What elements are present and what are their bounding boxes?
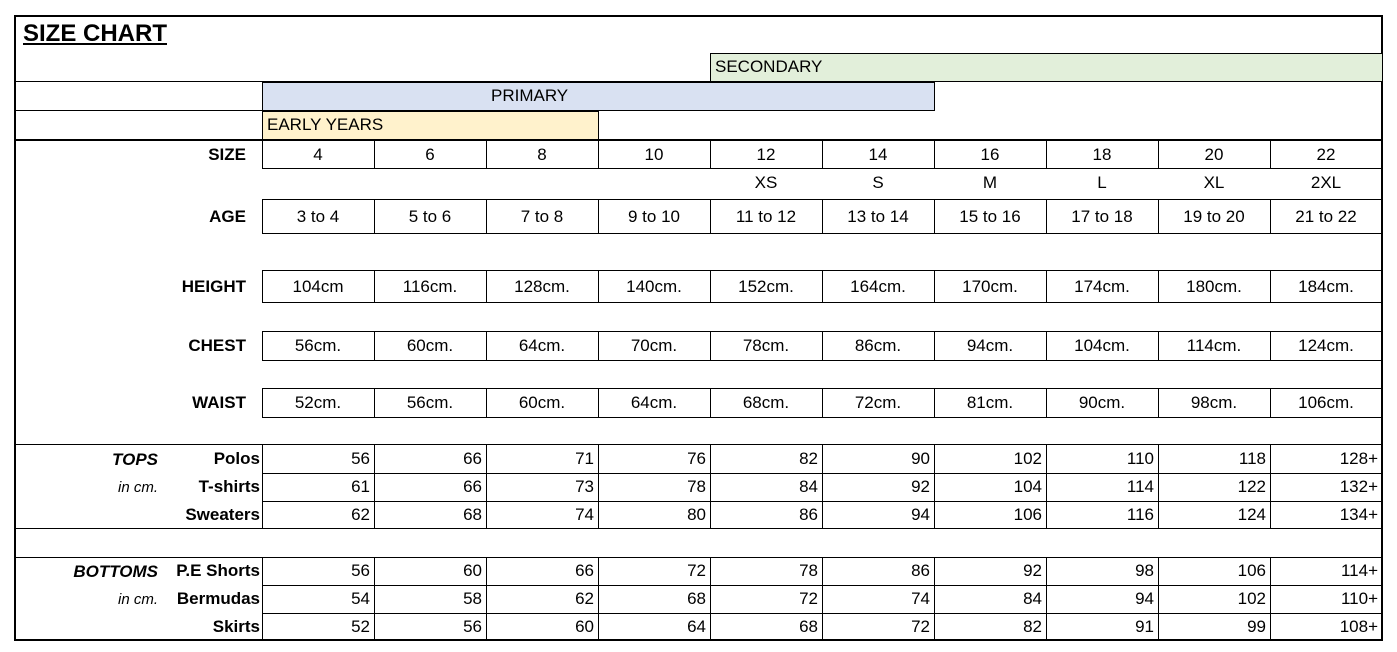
size-value: 4 bbox=[313, 145, 323, 164]
waist-value: 52cm. bbox=[294, 393, 342, 412]
tops-value: 124 bbox=[1237, 505, 1266, 524]
size-value: 6 bbox=[425, 145, 435, 164]
column-divider bbox=[1270, 445, 1271, 529]
bottoms-unit-label: in cm. bbox=[117, 591, 158, 608]
tops-value: 106 bbox=[1013, 505, 1042, 524]
column-divider bbox=[262, 445, 263, 529]
column-divider bbox=[1158, 445, 1159, 529]
divider bbox=[14, 528, 1383, 529]
column-divider bbox=[374, 557, 375, 641]
tops-value: 82 bbox=[799, 449, 818, 468]
bottoms-value: 99 bbox=[1247, 617, 1266, 636]
tops-value: 73 bbox=[575, 477, 594, 496]
column-divider bbox=[598, 445, 599, 529]
size-value: 12 bbox=[756, 145, 776, 164]
size-label: SIZE bbox=[208, 145, 246, 164]
bottoms-value: 82 bbox=[1023, 617, 1042, 636]
tops-row-label: Polos bbox=[213, 449, 260, 468]
tops-value: 62 bbox=[351, 505, 370, 524]
bottoms-value: 92 bbox=[1023, 561, 1042, 580]
bottoms-value: 72 bbox=[687, 561, 706, 580]
band-primary-label: PRIMARY bbox=[491, 86, 569, 105]
bottoms-value: 110+ bbox=[1340, 589, 1378, 608]
waist-value: 56cm. bbox=[406, 393, 454, 412]
column-divider bbox=[934, 557, 935, 641]
page-title: SIZE CHART bbox=[23, 20, 167, 47]
size-value: 22 bbox=[1316, 145, 1336, 164]
bottoms-group-label: BOTTOMS bbox=[73, 562, 158, 581]
bottoms-row-label: Skirts bbox=[212, 617, 260, 636]
column-divider bbox=[1158, 557, 1159, 641]
chest-value: 64cm. bbox=[518, 336, 566, 355]
age-value: 9 to 10 bbox=[628, 206, 680, 226]
age-value: 17 to 18 bbox=[1071, 206, 1133, 226]
size-value: 20 bbox=[1204, 145, 1224, 164]
chest-value: 124cm. bbox=[1298, 336, 1354, 355]
waist-value: 81cm. bbox=[966, 393, 1014, 412]
tops-row-label: Sweaters bbox=[185, 505, 260, 524]
chest-value: 60cm. bbox=[406, 336, 454, 355]
bottoms-value: 66 bbox=[575, 561, 594, 580]
column-divider bbox=[486, 445, 487, 529]
bottoms-value: 68 bbox=[687, 589, 706, 608]
age-value: 3 to 4 bbox=[296, 206, 340, 226]
tops-value: 122 bbox=[1237, 477, 1266, 496]
size-letter: M bbox=[982, 173, 998, 192]
column-divider bbox=[710, 445, 711, 529]
age-value: 19 to 20 bbox=[1183, 206, 1245, 226]
height-value: 152cm. bbox=[738, 276, 794, 296]
chest-value: 114cm. bbox=[1186, 336, 1242, 355]
band-early-years-label: EARLY YEARS bbox=[267, 115, 384, 134]
chest-value: 70cm. bbox=[630, 336, 678, 355]
chest-value: 94cm. bbox=[966, 336, 1014, 355]
bottoms-value: 58 bbox=[463, 589, 482, 608]
bottoms-value: 98 bbox=[1135, 561, 1154, 580]
height-value: 116cm. bbox=[402, 276, 458, 296]
tops-value: 61 bbox=[351, 477, 370, 496]
size-letter: S bbox=[872, 173, 884, 192]
age-value: 5 to 6 bbox=[408, 206, 452, 226]
waist-value: 90cm. bbox=[1078, 393, 1126, 412]
tops-value: 102 bbox=[1013, 449, 1042, 468]
size-letter: XS bbox=[754, 173, 778, 192]
bottoms-value: 72 bbox=[799, 589, 818, 608]
height-label: HEIGHT bbox=[181, 276, 246, 296]
tops-value: 86 bbox=[799, 505, 818, 524]
tops-value: 94 bbox=[911, 505, 930, 524]
tops-value: 114 bbox=[1126, 477, 1154, 496]
height-value: 164cm. bbox=[850, 276, 906, 296]
divider bbox=[14, 557, 1383, 558]
bottoms-value: 102 bbox=[1237, 589, 1266, 608]
age-value: 13 to 14 bbox=[847, 206, 909, 226]
column-divider bbox=[598, 557, 599, 641]
bottoms-value: 64 bbox=[687, 617, 706, 636]
waist-value: 106cm. bbox=[1298, 393, 1354, 412]
chest-value: 78cm. bbox=[742, 336, 790, 355]
age-value: 7 to 8 bbox=[520, 206, 564, 226]
tops-row-label: T-shirts bbox=[198, 477, 260, 496]
waist-value: 64cm. bbox=[630, 393, 678, 412]
size-letter: L bbox=[1097, 173, 1107, 192]
column-divider bbox=[374, 445, 375, 529]
column-divider bbox=[1046, 557, 1047, 641]
tops-value: 132+ bbox=[1339, 477, 1378, 496]
tops-value: 76 bbox=[687, 449, 706, 468]
tops-value: 80 bbox=[687, 505, 706, 524]
bottoms-value: 84 bbox=[1023, 589, 1042, 608]
tops-value: 78 bbox=[687, 477, 706, 496]
height-value: 128cm. bbox=[514, 276, 570, 296]
tops-value: 71 bbox=[575, 449, 594, 468]
tops-value: 104 bbox=[1013, 477, 1042, 496]
waist-value: 72cm. bbox=[854, 393, 902, 412]
bottoms-value: 74 bbox=[911, 589, 930, 608]
column-divider bbox=[262, 557, 263, 641]
chest-value: 56cm. bbox=[294, 336, 342, 355]
size-letter: XL bbox=[1203, 173, 1225, 192]
size-letter: 2XL bbox=[1310, 173, 1342, 192]
bottoms-value: 106 bbox=[1237, 561, 1266, 580]
bottoms-value: 108+ bbox=[1339, 617, 1378, 636]
height-value: 104cm bbox=[292, 276, 344, 296]
tops-value: 116 bbox=[1126, 505, 1154, 524]
bottoms-value: 52 bbox=[351, 617, 370, 636]
column-divider bbox=[1046, 445, 1047, 529]
bottoms-value: 68 bbox=[799, 617, 818, 636]
bottoms-value: 72 bbox=[911, 617, 930, 636]
bottoms-value: 60 bbox=[575, 617, 594, 636]
tops-value: 134+ bbox=[1339, 505, 1378, 524]
size-value: 8 bbox=[537, 145, 547, 164]
band-secondary bbox=[710, 53, 1383, 82]
bottoms-value: 60 bbox=[463, 561, 482, 580]
column-divider bbox=[822, 557, 823, 641]
divider bbox=[262, 168, 1383, 169]
tops-value: 128+ bbox=[1339, 449, 1378, 468]
band-secondary-label: SECONDARY bbox=[715, 57, 823, 76]
size-value: 16 bbox=[980, 145, 1000, 164]
bottoms-value: 54 bbox=[351, 589, 370, 608]
bottoms-value: 114+ bbox=[1340, 561, 1378, 580]
age-value: 15 to 16 bbox=[959, 206, 1021, 226]
tops-value: 118 bbox=[1238, 449, 1266, 468]
chest-value: 86cm. bbox=[854, 336, 902, 355]
tops-value: 74 bbox=[575, 505, 594, 524]
divider bbox=[14, 444, 1383, 445]
waist-label: WAIST bbox=[192, 393, 246, 412]
age-value: 11 to 12 bbox=[735, 206, 797, 226]
tops-value: 84 bbox=[799, 477, 818, 496]
waist-value: 60cm. bbox=[518, 393, 566, 412]
bottoms-value: 91 bbox=[1135, 617, 1154, 636]
tops-value: 92 bbox=[911, 477, 930, 496]
bottoms-value: 78 bbox=[799, 561, 818, 580]
divider bbox=[14, 110, 262, 111]
band-early-years bbox=[262, 111, 599, 140]
tops-value: 68 bbox=[463, 505, 482, 524]
tops-value: 56 bbox=[351, 449, 370, 468]
height-value: 184cm. bbox=[1298, 276, 1354, 296]
tops-value: 90 bbox=[911, 449, 930, 468]
chest-value: 104cm. bbox=[1074, 336, 1130, 355]
height-value: 170cm. bbox=[962, 276, 1018, 296]
chest-label: CHEST bbox=[188, 336, 246, 355]
column-divider bbox=[822, 445, 823, 529]
column-divider bbox=[934, 445, 935, 529]
column-divider bbox=[1270, 557, 1271, 641]
waist-value: 98cm. bbox=[1190, 393, 1238, 412]
bottoms-value: 94 bbox=[1135, 589, 1154, 608]
size-value: 14 bbox=[868, 145, 888, 164]
band-primary bbox=[262, 82, 935, 111]
bottoms-row-label: P.E Shorts bbox=[176, 561, 260, 580]
tops-value: 110 bbox=[1126, 449, 1154, 468]
bottoms-value: 56 bbox=[351, 561, 370, 580]
height-value: 140cm. bbox=[626, 276, 682, 296]
height-value: 174cm. bbox=[1074, 276, 1130, 296]
age-label: AGE bbox=[209, 206, 246, 226]
height-value: 180cm. bbox=[1186, 276, 1242, 296]
tops-unit-label: in cm. bbox=[117, 479, 158, 496]
tops-group-label: TOPS bbox=[112, 450, 158, 469]
bottoms-value: 62 bbox=[575, 589, 594, 608]
bottoms-row-label: Bermudas bbox=[176, 589, 260, 608]
bottoms-value: 86 bbox=[911, 561, 930, 580]
column-divider bbox=[486, 557, 487, 641]
age-value: 21 to 22 bbox=[1295, 206, 1357, 226]
bottoms-value: 56 bbox=[463, 617, 482, 636]
size-value: 10 bbox=[644, 145, 664, 164]
tops-value: 66 bbox=[463, 449, 482, 468]
waist-value: 68cm. bbox=[742, 393, 790, 412]
tops-value: 66 bbox=[463, 477, 482, 496]
column-divider bbox=[710, 557, 711, 641]
size-value: 18 bbox=[1092, 145, 1112, 164]
